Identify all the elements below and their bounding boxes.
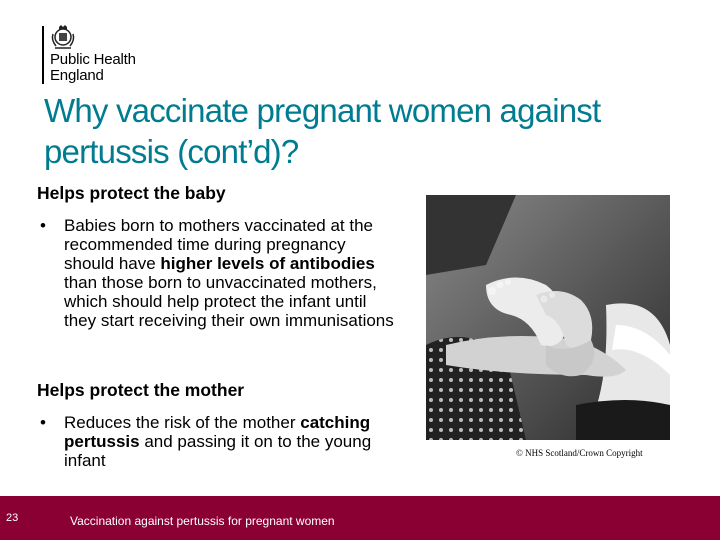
bullet-text — [64, 413, 394, 470]
bullet-text-part: Babies born to mothers vaccinated at the recommended time during pregnancy should have — [64, 216, 374, 273]
baby-feet-illustration — [426, 195, 670, 440]
logo-divider — [42, 26, 44, 84]
bullet-text — [64, 216, 394, 330]
logo-line-1: Public Health — [50, 51, 136, 68]
photo-credit: © NHS Scotland/Crown Copyright — [516, 448, 643, 458]
section-heading-mother: Helps protect the mother — [37, 380, 245, 400]
bullet-dot: • — [40, 216, 46, 235]
logo-line-2: England — [50, 67, 104, 84]
bullet-text-part: Reduces the risk of the mother — [64, 413, 301, 432]
slide-title: Why vaccinate pregnant women against pertussis (cont’d)? — [44, 92, 601, 170]
bullet-text-part: and passing it on to the young infant — [64, 432, 372, 470]
bullet-text-emphasis: catching pertussis — [64, 413, 371, 451]
bullet-dot: • — [40, 413, 46, 432]
bullet-text-part: than those born to unvaccinated mothers, which should help protect the infant until they start receiving their own immunisations — [64, 273, 394, 330]
bullet-text-emphasis: higher levels of antibodies — [160, 254, 375, 273]
page-number: 23 — [6, 512, 19, 524]
footer-title: Vaccination against pertussis for pregnant women — [70, 514, 335, 528]
baby-feet-photo — [426, 195, 670, 440]
footer-bar — [0, 496, 720, 540]
section-heading-baby: Helps protect the baby — [37, 183, 226, 203]
logo-text — [50, 52, 136, 84]
royal-crest-icon — [50, 24, 76, 50]
